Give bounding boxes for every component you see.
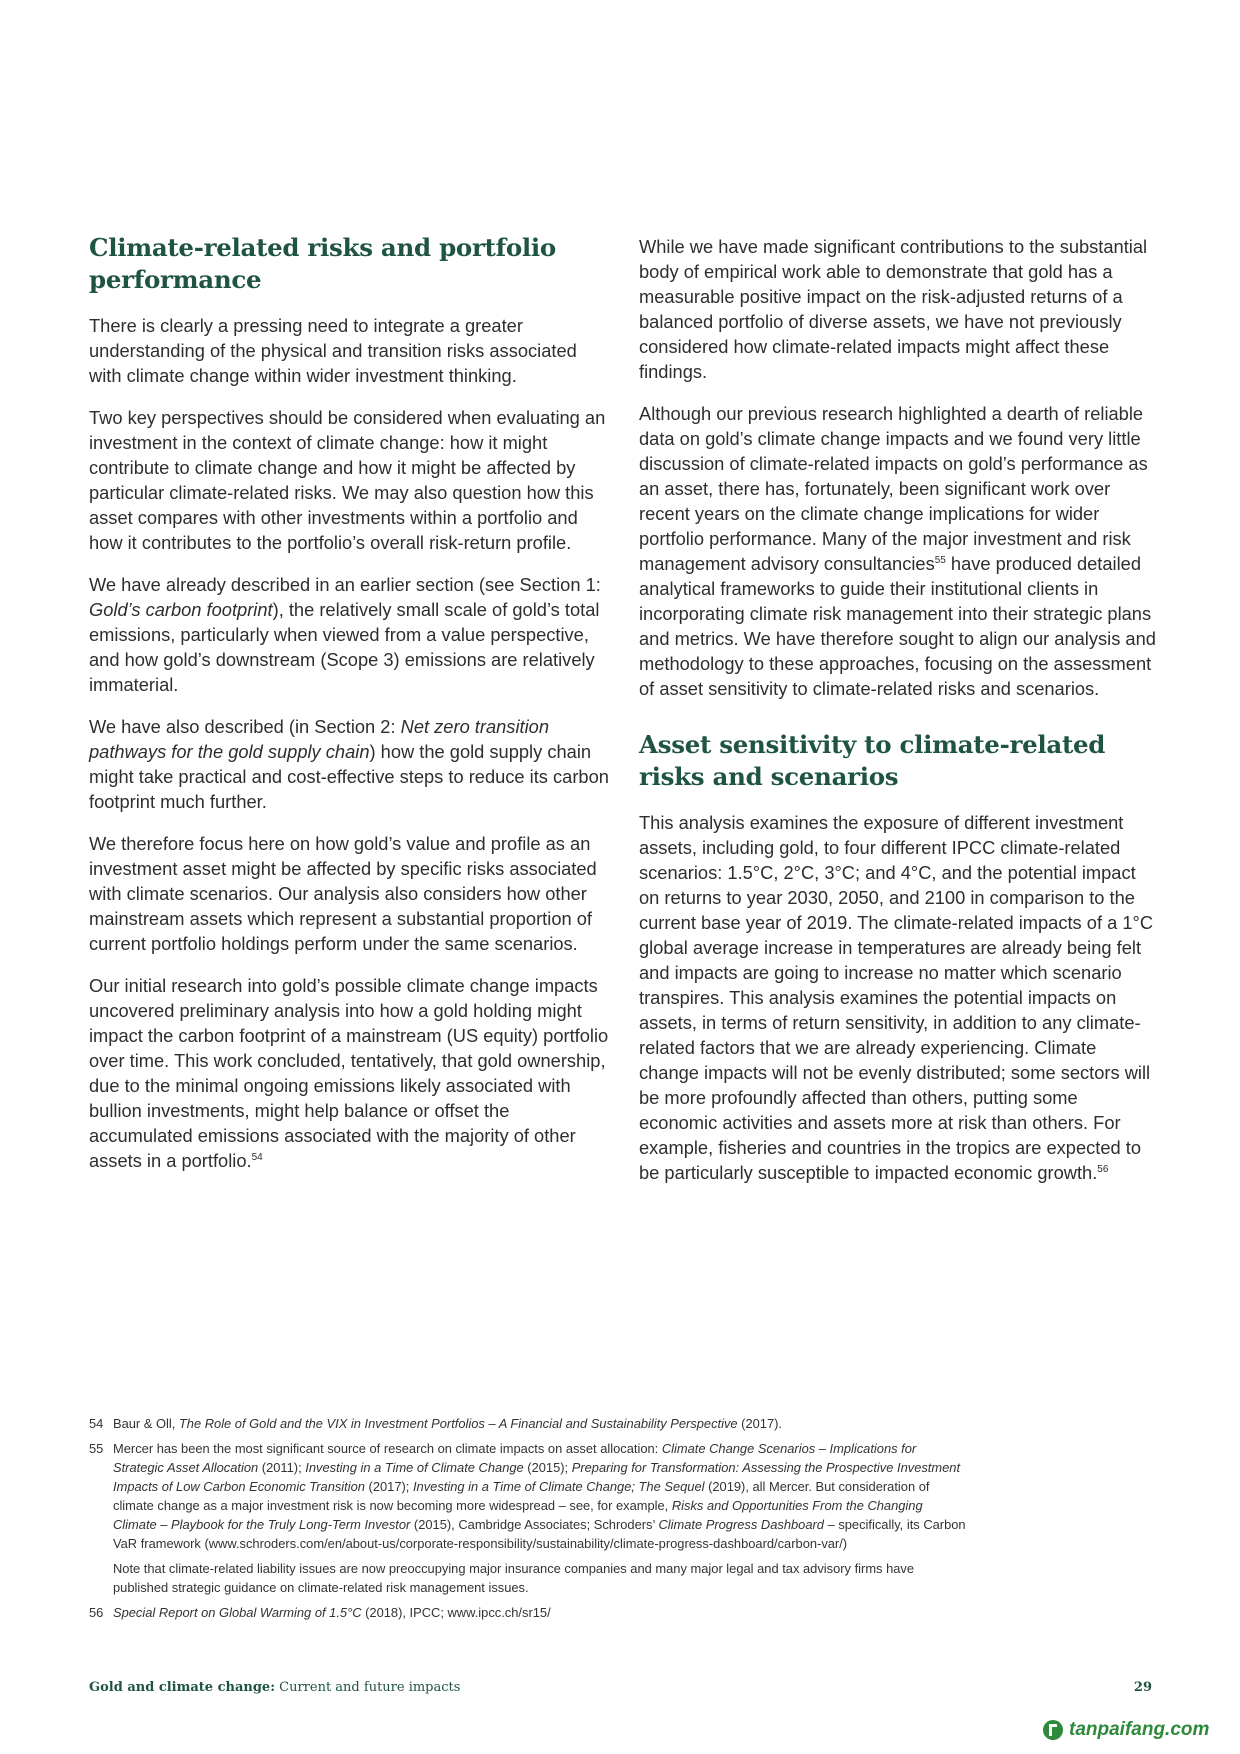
paragraph: Our initial research into gold’s possible climate change impacts uncovered preliminary analysis into how a gold holding might impact the carbon footprint of a mainstream (US equity) portfolio over time. This work concluded, tentatively, that gold ownership, due to the minimal ongoing emissions likely associated with bullion investments, might help balance or offset the accumulated emissions associated with the majority of other assets in a portfolio.$^{54}$ — [89, 975, 609, 1171]
footnote-54 — [89, 1414, 969, 1433]
paragraph: Two key perspectives should be considered when evaluating an investment in the context of climate change: how it might contribute to climate change and how it might be affected by particular climate-related risks. We may also question how this asset compares with other investments within a portfolio and how it contributes to the portfolio’s overall risk-return profile. — [89, 407, 606, 553]
footnote-number: 55 — [89, 1441, 104, 1456]
paragraph: We have already described in an earlier section (see Section 1: Gold’s carbon footprint), the relatively small scale of gold’s total emissions, particularly when viewed from a value perspective, and how gold’s downstream (Scope 3) emissions are relatively immaterial. — [89, 574, 601, 695]
footnote-text: Special Report on Global Warming of 1.5°C (2018), IPCC; www.ipcc.ch/sr15/ — [113, 1605, 551, 1620]
tanpaifang-logo-icon — [1043, 1720, 1063, 1740]
footnote-ref-56: 56 — [1097, 1163, 1109, 1175]
paragraph: We therefore focus here on how gold’s value and profile as an investment asset might be affected by specific risks associated with climate scenarios. Our analysis also considers how other mainstream assets which represent a substantial proportion of current portfolio holdings perform under the same scenarios. — [89, 833, 597, 954]
footnote-text: Baur & Oll, The Role of Gold and the VIX in Investment Portfolios – A Financial and Sustainability Perspective (2017). — [113, 1416, 783, 1431]
page-number: 29 — [1133, 1680, 1152, 1695]
paragraph: There is clearly a pressing need to integrate a greater understanding of the physical and transition risks associated with climate change within wider investment thinking. — [89, 315, 577, 386]
footnote-56 — [89, 1603, 969, 1622]
footnote-55-note: Note that climate-related liability issues are now preoccupying major insurance companies and many major legal and tax advisory firms have published strategic guidance on climate-related risk management issues. — [113, 1561, 915, 1595]
watermark — [1043, 1719, 1209, 1741]
paragraph: Although our previous research highlighted a dearth of reliable data on gold’s climate change impacts and we found very little discussion of climate-related impacts on gold’s performance as an asset, there has, fortunately, been significant work over recent years on the climate change implications for wider portfolio performance. Many of the major investment and risk management advisory consultancies$^{55}$ have produced detailed analytical frameworks to guide their institutional clients in incorporating climate risk management into their strategic plans and metrics. We have therefore sought to align our analysis and methodology to these approaches, focusing on the assessment of asset sensitivity to climate-related risks and scenarios. — [639, 403, 1156, 699]
section-heading-asset-sensitivity: Asset sensitivity to climate-related risks and scenarios — [639, 730, 1106, 791]
paragraph: This analysis examines the exposure of different investment assets, including gold, to four different IPCC climate-related scenarios: 1.5°C, 2°C, 3°C; and 4°C, and the potential impact on returns to year 2030, 2050, and 2100 in comparison to the current base year of 2019. The climate-related impacts of a 1°C global average increase in temperatures are already being felt and impacts are going to increase no matter which scenario transpires. This analysis examines the potential impacts on assets, in terms of return sensitivity, in addition to any climate-related factors that we are already experiencing. Climate change impacts will not be evenly distributed; some sectors will be more profoundly affected than others, putting some economic activities and assets more at risk than others. For example, fisheries and countries in the tropics are expected to be particularly susceptible to impacted economic growth.$^{56}$ — [639, 812, 1154, 1183]
footnotes — [89, 1414, 969, 1628]
footnote-number: 56 — [89, 1605, 104, 1620]
reference-title: Net zero transition pathways for the gold supply chain — [89, 716, 549, 762]
watermark-text: tanpaifang.com — [1069, 1719, 1210, 1740]
footnote-ref-54: 54 — [251, 1151, 263, 1163]
paragraph: While we have made significant contributions to the substantial body of empirical work able to demonstrate that gold has a measurable positive impact on the risk-adjusted returns of a balanced portfolio of diverse assets, we have not previously considered how climate-related impacts might affect these findings. — [639, 236, 1148, 382]
left-column — [89, 232, 609, 1190]
footnote-text: Mercer has been the most significant source of research on climate impacts on asset allocation: Climate Change Scenarios – Implications for Strategic Asset Allocation (2011); Investing in a Time of Climate Change (2015); Preparing for Transformation: Assessing the Prospective Investment Impacts of Low Carbon Economic Transition (2017); Investing in a Time of Climate Change; The Sequel (2019), all Mercer. But consideration of climate change as a major investment risk is now becoming more widespread – see, for example, Risks and Opportunities From the Changing Climate – Playbook for the Truly Long-Term Investor (2015), Cambridge Associates; Schroders’ Climate Progress Dashboard – specifically, its Carbon VaR framework (www.schroders.com/en/about-us/corporate-responsibility/sustainability/climate-progress-dashboard/carbon-var/) — [113, 1441, 966, 1551]
footnote-number: 54 — [89, 1416, 104, 1431]
right-column — [639, 234, 1159, 1202]
footnote-ref-55: 55 — [934, 554, 946, 566]
paragraph: We have also described (in Section 2: Net zero transition pathways for the gold supply chain) how the gold supply chain might take practical and cost-effective steps to reduce its carbon footprint much further. — [89, 716, 609, 812]
section-heading-climate-risks: Climate-related risks and portfolio performance — [89, 233, 556, 294]
report-title: Gold and climate change: Current and future impacts — [89, 1680, 461, 1695]
footnote-55 — [89, 1439, 969, 1553]
reference-title: Gold’s carbon footprint — [89, 599, 273, 620]
